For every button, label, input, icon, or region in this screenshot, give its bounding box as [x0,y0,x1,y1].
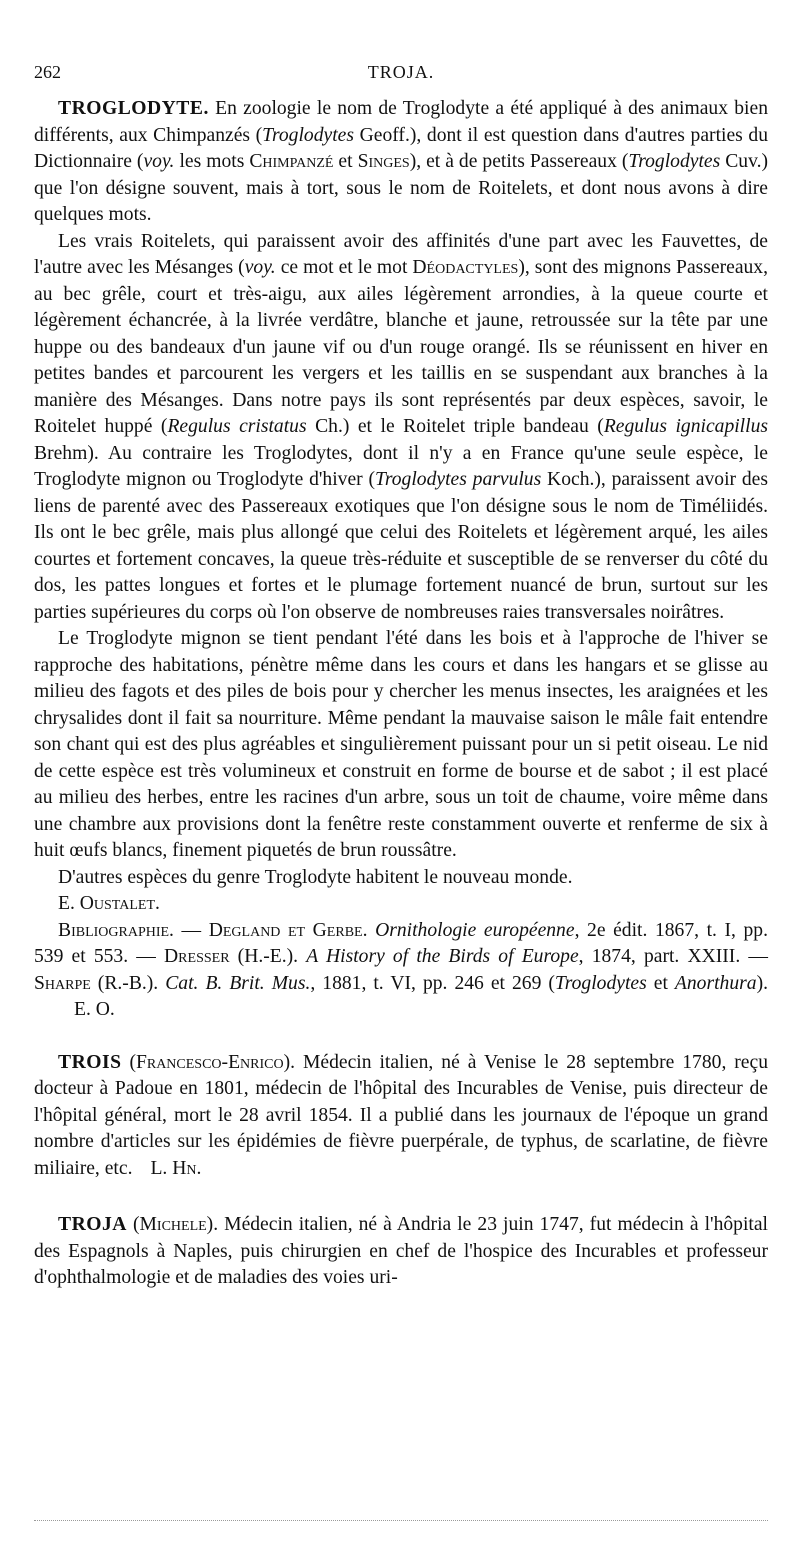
person-name: (Michele). [132,1214,219,1235]
text-run: En zoologie le nom de Troglodyte a été appliqué à des animaux bien différents, aux Chimpanzés ( [34,98,768,146]
italic-term: Anorthura [674,972,757,994]
footer-dotted-rule [34,1520,768,1521]
text-run: , 2e édit. 1867, t. I, pp. 539 et 553. — [34,919,769,967]
text-run: Brehm). Au contraire les Troglodytes, dont il n'y a en France qu'une seule espèce, le Troglodyte mignon ou Troglodyte d'hiver ( [34,442,768,490]
text-run: et [333,151,358,172]
book-title: Ornithologie européenne [375,919,575,941]
paragraph [34,96,768,229]
section-gap [34,1024,768,1050]
text-run: ). [756,972,768,994]
text-run: Geoff.), dont il est question dans d'autres parties du Dictionnaire ( [34,124,768,172]
headword: TROIS [58,1051,122,1073]
running-head: TROJA. [367,62,435,82]
text-run: ), et à de petits Passereaux ( [409,151,629,172]
signature-text: E. Oustalet. [58,893,160,914]
person-name: (Francesco-Enrico). [129,1051,296,1073]
paragraph [34,229,768,627]
italic-term: Regulus ignicapillus [603,416,768,437]
headword: TROGLODYTE. [58,98,209,119]
italic-term: Troglodytes [262,124,354,146]
text-run: — [173,919,209,941]
article-troglodyte [34,96,768,1024]
text-run: ce mot et le mot [275,257,413,278]
text-run: Ch.) et le Roitelet triple bandeau ( [306,416,604,437]
paragraph [34,1050,768,1183]
section-gap [34,1182,768,1212]
author-signature: L. Hn. [150,1157,202,1179]
paragraph: Le Troglodyte mignon se tient pendant l'été dans les bois et à l'approche de l'hiver se rapproche des habitations, pénètre même dans les cours et dans les hangars et se glisse au milieu des fagots et des piles de bois pour y chercher les menus insectes, les araignées et les chrysalides dont il fait sa nourriture. Même pendant la mauvaise saison le mâle fait entendre son chant qui est des plus agréables et singulièrement puissant pour un si petit oiseau. Le nid de cette espèce est très volumineux et construit en forme de bourse et de sabot ; il est placé au milieu des herbes, entre les racines d'un arbre, sous un toit de chaume, voire même dans une chambre aux provisions dont la fenêtre reste constamment ouverte et renferme de six à huit œufs blancs, finement piquetés de brun roussâtre. [34,628,768,861]
article-trois [34,1050,768,1183]
italic-term: Troglodytes parvulus [375,469,542,490]
text-run: Médecin italien, né à Venise le 28 septembre 1780, reçu docteur à Padoue en 1801, médecin de l'hôpital des Incurables de Venise, puis directeur de l'hôpital général, mort le 28 avril 1854. Il a publié dans les journaux de l'époque un grand nombre d'articles sur les épidémies de fièvre puerpérale, de typhus, de scarlatine, de fièvre miliaire, etc. [34,1051,768,1179]
text-run: , 1874, part. XXIII. — [578,946,768,967]
text-run: Médecin italien, né à Andria le 23 juin 1747, fut médecin à l'hôpital des Espagnols à Naples, puis chirurgien en chef de l'hospice des Incurables et professeur d'ophthalmologie et de maladies des voies uri- [34,1214,768,1288]
article-troja [34,1212,768,1292]
text-run: Cuv.) que l'on désigne souvent, mais à tort, sous le nom de Roitelets, et dont nous avons à dire quelques mots. [34,151,769,225]
cross-reference: Singes [357,151,410,172]
headword: TROJA [58,1214,127,1235]
text-run: et [646,972,675,994]
italic-term: Regulus cristatus [167,416,307,437]
text-run: Koch.), paraissent avoir des liens de parenté avec des Passereaux exotiques que l'on désigne sous le nom de Timéliidés. Ils ont le bec grêle, mais plus allongé que celui des Roitelets et légèrement arqué, les ailes courtes et fortement concaves, la queue très-réduite et susceptible de se renverser du côté du dos, les pattes longues et fortes et le plumage fortement nuancé de brun, surtout sur les parties supérieures du corps où l'on observe de nombreuses raies transversales noirâtres. [34,469,768,623]
bibliography-signature: E. O. [74,999,115,1020]
author-name: Dresser (H.-E.). [164,946,299,967]
author-signature [34,891,768,918]
document-page [34,62,768,1292]
italic-term: Troglodytes [554,972,647,994]
italic-term: voy. [143,151,175,172]
book-title: A History of the Birds of Europe [306,946,579,967]
text-run [298,946,306,967]
author-name: Degland et Gerbe. [208,919,368,941]
italic-term: voy. [244,257,276,278]
bibliography [34,918,768,1024]
text-run: ), sont des mignons Passereaux, au bec grêle, court et très-aigu, aux ailes légèrement arrondies, à la queue courte et légèrement échancrée, à la livrée verdâtre, blanche et jaune, retroussée sur la tête par une huppe ou des bandeaux d'un jaune vif ou d'un rouge orangé. Ils se réunissent en hiver en petites bandes et parcourent les vergers et les taillis en se suspendant aux branches à la manière des Mésanges. Dans notre pays ils sont représentés par deux espèces, savoir, le Roitelet huppé ( [34,257,769,437]
text-run: , 1881, t. VI, pp. 246 et 269 ( [310,972,555,994]
page-header [34,62,768,96]
italic-term: Troglodytes [628,151,721,172]
cross-reference: Chimpanzé [249,151,334,172]
paragraph [34,1212,768,1292]
text-run: les mots [174,151,250,172]
cross-reference: Déodactyles [412,257,519,278]
author-name: Sharpe (R.-B.). [34,972,159,994]
page-number: 262 [34,62,61,82]
book-title: Cat. B. Brit. Mus. [165,972,311,994]
text-run: Les vrais Roitelets, qui paraissent avoir des affinités d'une part avec les Fauvettes, de l'autre avec les Mésanges ( [34,230,768,278]
paragraph: D'autres espèces du genre Troglodyte habitent le nouveau monde. [58,866,573,888]
bibliography-label: Bibliographie. [58,919,174,941]
text-run [368,920,376,941]
